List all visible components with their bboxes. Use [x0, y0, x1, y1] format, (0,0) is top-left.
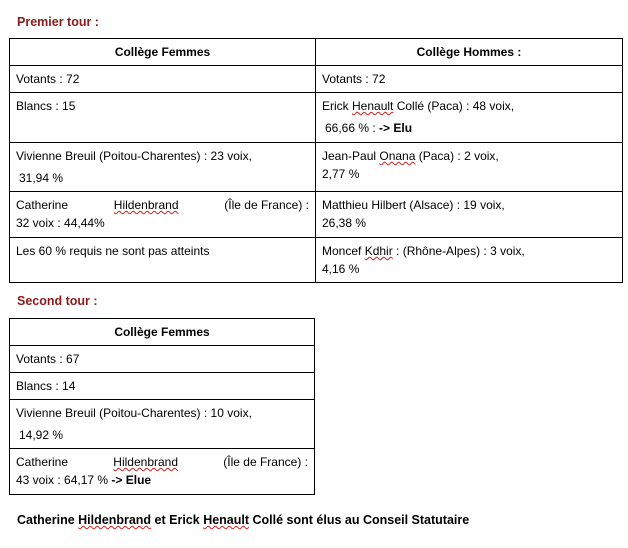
justified-line — [16, 196, 309, 214]
cell-women-blank: Blancs : 15 — [10, 93, 316, 143]
text: Collé (Paca) : 48 voix, — [393, 99, 515, 113]
text: Catherine — [16, 455, 69, 469]
cell-women-candidate — [10, 143, 316, 192]
second-line: 32 voix : 44,44% — [16, 216, 105, 230]
name-underlined: Hildenbrand — [113, 455, 179, 469]
round2-title: Second tour : — [17, 294, 98, 308]
elected-label: -> Elu — [379, 121, 413, 135]
text: (Île de France) : — [224, 198, 309, 212]
second-line: 31,94 % — [19, 171, 64, 185]
table-row — [10, 346, 315, 373]
cell-candidate — [10, 449, 315, 495]
text: : (Rhône-Alpes) : 3 voix, — [392, 244, 525, 258]
table-row — [10, 319, 315, 346]
cell-men-candidate — [316, 238, 623, 283]
text: Erick — [322, 99, 352, 113]
cell-candidate — [10, 400, 315, 449]
conclusion — [17, 513, 469, 527]
name-underlined: Hildenbrand — [113, 198, 179, 212]
header-women: Collège Femmes — [10, 39, 316, 66]
second-line: 26,38 % — [322, 216, 367, 230]
second-line: 2,77 % — [322, 167, 360, 181]
name-underlined: Hildenbrand — [78, 513, 152, 527]
text: Collé sont élus au Conseil Statutaire — [249, 513, 470, 527]
text: 43 voix : 64,17 % — [16, 473, 112, 487]
text: Jean-Paul — [322, 149, 380, 163]
cell-women-note: Les 60 % requis ne sont pas atteints — [10, 238, 316, 283]
text: Vivienne Breuil (Poitou-Charentes) : 10 voix, — [16, 406, 252, 420]
table-row — [10, 66, 623, 93]
text: Moncef — [322, 244, 365, 258]
header-women: Collège Femmes — [10, 319, 315, 346]
text: Vivienne Breuil (Poitou-Charentes) : 23 voix, — [16, 149, 252, 163]
cell-blank: Blancs : 14 — [10, 373, 315, 400]
table-row — [10, 238, 623, 283]
round1-table — [9, 38, 623, 283]
round2-table — [9, 318, 315, 495]
name-underlined: Kdhir — [364, 244, 393, 258]
cell-women-voters: Votants : 72 — [10, 66, 316, 93]
justified-line — [16, 453, 308, 471]
cell-voters: Votants : 67 — [10, 346, 315, 373]
round1-title: Premier tour : — [17, 15, 99, 29]
cell-men-candidate — [316, 93, 623, 143]
cell-women-candidate — [10, 192, 316, 238]
table-row — [10, 143, 623, 192]
cell-men-candidate — [316, 192, 623, 238]
elected-label: -> Elue — [111, 473, 152, 487]
table-row — [10, 373, 315, 400]
second-line: 4,16 % — [322, 262, 360, 276]
table-row — [10, 192, 623, 238]
text: Matthieu Hilbert (Alsace) : 19 voix, — [322, 198, 505, 212]
text: et Erick — [151, 513, 204, 527]
name-underlined: Henault — [203, 513, 250, 527]
name-underlined: Onana — [379, 149, 416, 163]
text: Catherine — [17, 513, 79, 527]
second-line — [16, 471, 308, 489]
table-row — [10, 449, 315, 495]
name-underlined: Henault — [352, 99, 394, 113]
cell-men-voters: Votants : 72 — [316, 66, 623, 93]
header-men: Collège Hommes : — [316, 39, 623, 66]
text: 66,66 % : — [325, 121, 380, 135]
text: (Paca) : 2 voix, — [415, 149, 499, 163]
table-row — [10, 39, 623, 66]
table-row — [10, 93, 623, 143]
second-line — [322, 119, 616, 137]
cell-men-candidate — [316, 143, 623, 192]
second-line: 14,92 % — [19, 428, 64, 442]
table-row — [10, 400, 315, 449]
text: Catherine — [16, 198, 69, 212]
text: (Île de France) : — [223, 455, 308, 469]
